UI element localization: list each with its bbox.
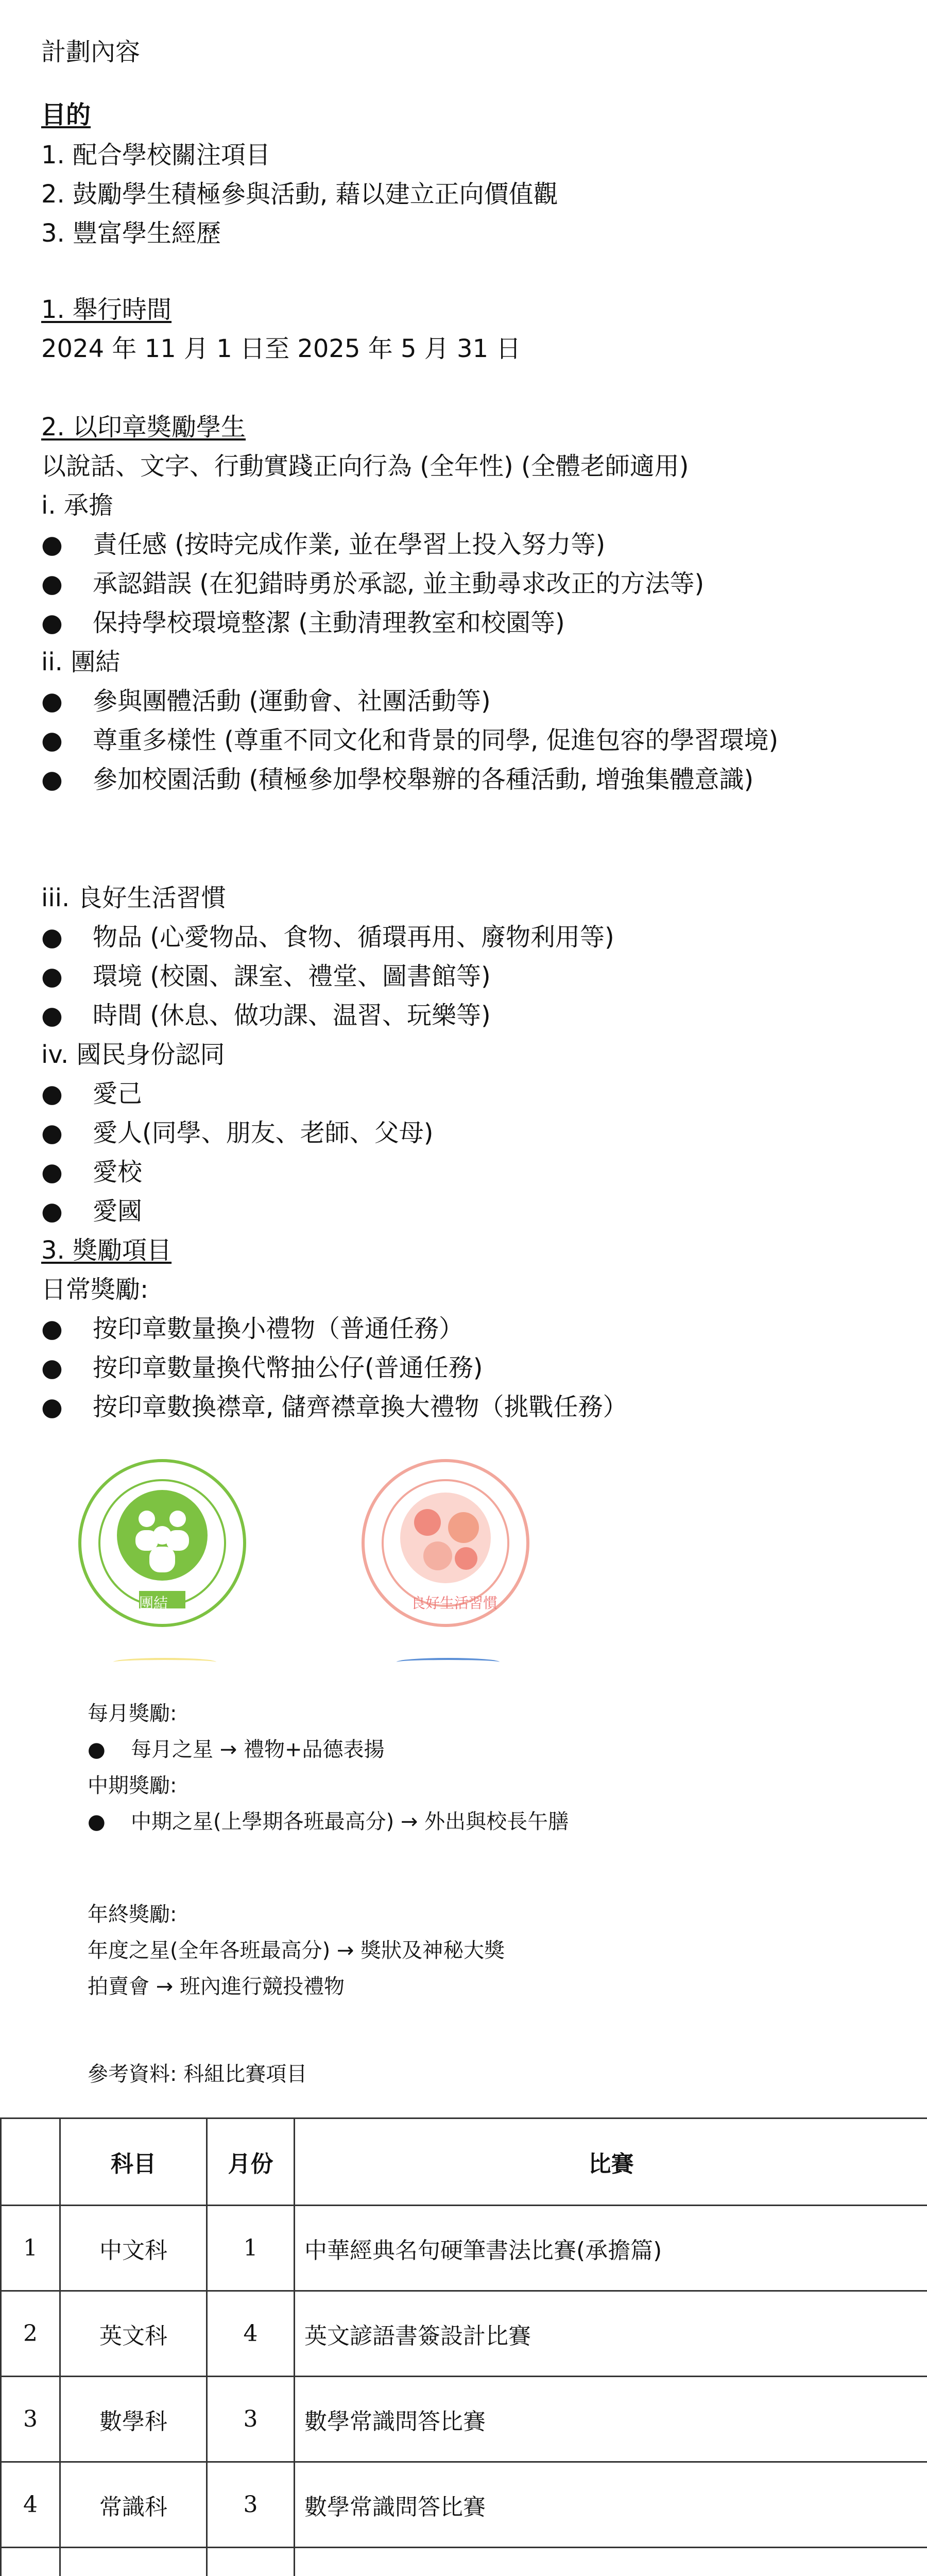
table-cell: 常識科 (60, 2462, 207, 2548)
list-item: ● 時間 (休息、做功課、温習、玩樂等) (41, 999, 491, 1031)
table-cell (295, 2548, 927, 2576)
section2-heading: 2. 以印章獎勵學生 (41, 413, 246, 442)
bullet-icon: ● (41, 1314, 63, 1343)
table-cell: 數學常識問答比賽 (295, 2377, 927, 2462)
table-cell (207, 2548, 295, 2576)
table-cell (60, 2548, 207, 2576)
list-item: ● 愛人(同學、朋友、老師、父母) (41, 1117, 433, 1149)
section1-date: 2024 年 11 月 1 日至 2025 年 5 月 31 日 (41, 334, 521, 363)
table-cell: 2 (1, 2291, 60, 2377)
table-header-cell: 比賽 (295, 2119, 927, 2206)
bullet-icon: ● (88, 1738, 106, 1761)
group-label: iv. 國民身份認同 (41, 1040, 225, 1069)
section1-heading: 1. 舉行時間 (41, 295, 172, 324)
list-item: ● 尊重多樣性 (尊重不同文化和背景的同學, 促進包容的學習環境) (41, 724, 778, 756)
badge-caption: 良好生活習慣 (411, 1595, 498, 1612)
badge-partial (397, 1658, 500, 1666)
group-label: ii. 團結 (41, 648, 121, 676)
list-item: ● 按印章數量換小禮物（普通任務） (41, 1313, 464, 1345)
table-cell: 英文科 (60, 2291, 207, 2377)
yearend-line: 拍賣會 → 班內進行競投禮物 (88, 1975, 345, 1998)
list-item: ● 愛校 (41, 1156, 142, 1188)
table-row (1, 2291, 927, 2377)
bullet-icon: ● (41, 1001, 63, 1030)
objective-item: 1. 配合學校關注項目 (41, 141, 271, 170)
table-row (1, 2377, 927, 2462)
group-label: i. 承擔 (41, 491, 113, 520)
group-label: iii. 良好生活習慣 (41, 884, 226, 912)
yearend-line: 年度之星(全年各班最高分) → 獎狀及神秘大獎 (88, 1939, 505, 1962)
bullet-icon: ● (41, 765, 63, 794)
list-item: ● 中期之星(上學期各班最高分) → 外出與校長午膳 (88, 1808, 569, 1835)
list-item: ● 承認錯誤 (在犯錯時勇於承認, 並主動尋求改正的方法等) (41, 568, 704, 600)
badge-partial (113, 1658, 216, 1666)
list-item: ● 愛國 (41, 1195, 142, 1227)
table-cell: 中文科 (60, 2206, 207, 2291)
bullet-icon: ● (41, 726, 63, 755)
objective-item: 3. 豐富學生經歷 (41, 219, 221, 248)
table-cell: 1 (207, 2206, 295, 2291)
bullet-icon: ● (41, 569, 63, 598)
bullet-icon: ● (41, 1118, 63, 1147)
monthly-label: 每月獎勵: (88, 1702, 177, 1725)
table-header-cell: 月份 (207, 2119, 295, 2206)
objectives-heading: 目的 (41, 100, 91, 129)
table-row (1, 2462, 927, 2548)
table-cell (1, 2548, 60, 2576)
badge-caption: 團結 (139, 1595, 168, 1612)
table-row (1, 2206, 927, 2291)
list-item: ● 按印章數量換代幣抽公仔(普通任務) (41, 1352, 483, 1384)
list-item: ● 按印章數換襟章, 儲齊襟章換大禮物（挑戰任務） (41, 1391, 628, 1423)
list-item: ● 參與團體活動 (運動會、社團活動等) (41, 685, 491, 717)
bullet-icon: ● (41, 530, 63, 559)
bullet-icon: ● (41, 962, 63, 991)
list-item: ● 責任感 (按時完成作業, 並在學習上投入努力等) (41, 529, 605, 561)
table-cell: 1 (1, 2206, 60, 2291)
bullet-icon: ● (41, 923, 63, 952)
table-row (1, 2548, 927, 2576)
table-header-row (1, 2119, 927, 2206)
bullet-icon: ● (41, 1158, 63, 1187)
list-item: ● 環境 (校園、課室、禮堂、圖書館等) (41, 960, 491, 992)
table-cell: 數學常識問答比賽 (295, 2462, 927, 2548)
list-item: ● 愛己 (41, 1078, 142, 1110)
bullet-icon: ● (41, 608, 63, 637)
list-item: ● 保持學校環境整潔 (主動清理教室和校園等) (41, 607, 565, 639)
table-cell: 數學科 (60, 2377, 207, 2462)
midterm-label: 中期獎勵: (88, 1774, 177, 1798)
bullet-icon: ● (41, 1353, 63, 1382)
table-cell: 3 (207, 2377, 295, 2462)
page-title: 計劃內容 (41, 38, 141, 66)
table-cell: 3 (1, 2377, 60, 2462)
bullet-icon: ● (41, 687, 63, 716)
bullet-icon: ● (41, 1079, 63, 1108)
bullet-icon: ● (88, 1810, 106, 1834)
section3-heading: 3. 獎勵項目 (41, 1236, 172, 1265)
reference-note: 參考資料: 科組比賽項目 (88, 2062, 307, 2086)
bullet-icon: ● (41, 1197, 63, 1226)
bullet-icon: ● (41, 1393, 63, 1421)
list-item: ● 物品 (心愛物品、食物、循環再用、廢物利用等) (41, 921, 614, 953)
section2-intro: 以說話、文字、行動實踐正向行為 (全年性) (全體老師適用) (41, 452, 689, 481)
competition-table (0, 2117, 927, 2576)
table-header-cell (1, 2119, 60, 2206)
table-cell: 3 (207, 2462, 295, 2548)
table-cell: 4 (207, 2291, 295, 2377)
table-header-cell: 科目 (60, 2119, 207, 2206)
list-item: ● 每月之星 → 禮物+品德表揚 (88, 1736, 384, 1763)
table-cell: 中華經典名句硬筆書法比賽(承擔篇) (295, 2206, 927, 2291)
table-cell: 英文諺語書簽設計比賽 (295, 2291, 927, 2377)
yearend-label: 年終獎勵: (88, 1903, 177, 1926)
list-item: ● 參加校園活動 (積極參加學校舉辦的各種活動, 增強集體意識) (41, 764, 753, 795)
table-cell: 4 (1, 2462, 60, 2548)
objective-item: 2. 鼓勵學生積極參與活動, 藉以建立正向價值觀 (41, 180, 558, 209)
daily-reward-label: 日常獎勵: (41, 1275, 149, 1304)
